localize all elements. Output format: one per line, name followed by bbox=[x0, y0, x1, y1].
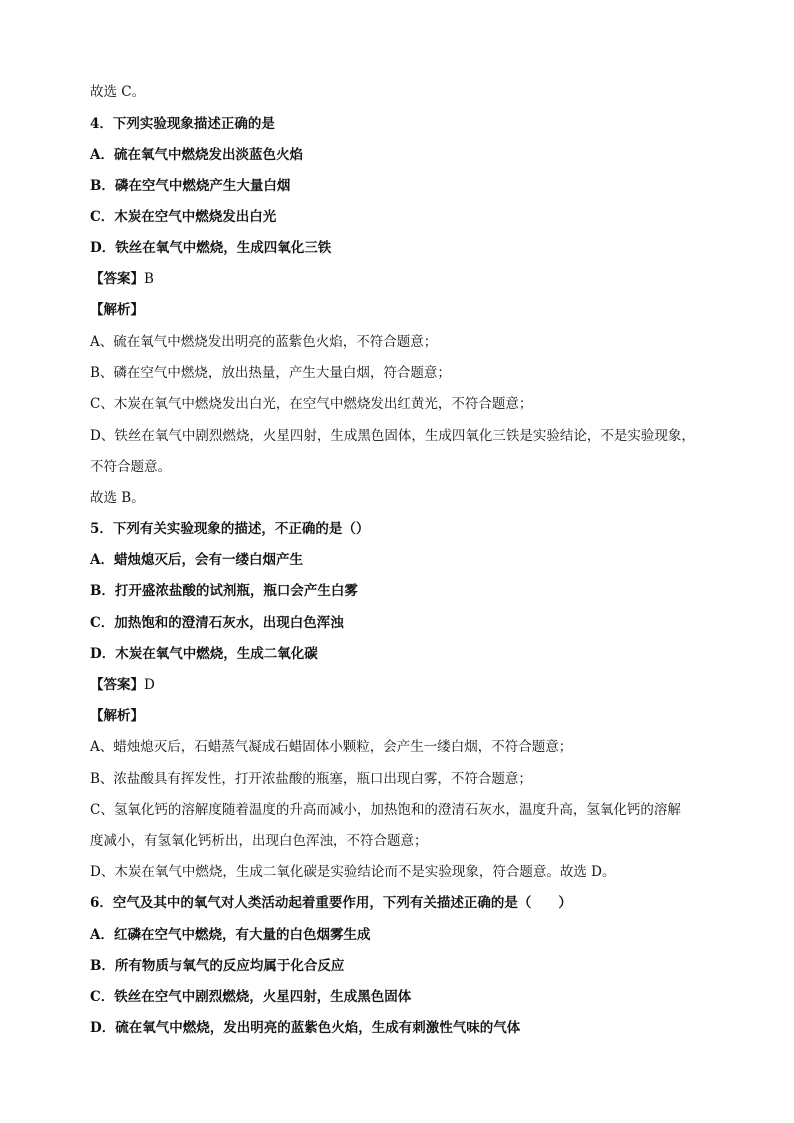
text-line: 故选 B。 bbox=[90, 490, 145, 506]
analysis-line: C、木炭在氧气中燃烧发出白光，在空气中燃烧发出红黄光，不符合题意； bbox=[90, 396, 533, 412]
analysis-line: B、磷在空气中燃烧，放出热量，产生大量白烟，符合题意； bbox=[90, 365, 451, 381]
question-4-option-c: C．木炭在空气中燃烧发出白光 bbox=[90, 209, 277, 225]
answer-line: 【答案】D bbox=[90, 677, 155, 693]
analysis-line: 度减小，有氢氧化钙析出，出现白色浑浊，不符合题意； bbox=[90, 833, 428, 849]
analysis-line: D、铁丝在氧气中剧烈燃烧，火星四射，生成黑色固体，生成四氧化三铁是实验结论，不是实验现象， bbox=[90, 428, 695, 444]
analysis-line: 不符合题意。 bbox=[90, 459, 171, 475]
analysis-line: D、木炭在氧气中燃烧，生成二氧化碳是实验结论而不是实验现象，符合题意。故选 D。 bbox=[90, 864, 616, 880]
question-5-option-b: B．打开盛浓盐酸的试剂瓶，瓶口会产生白雾 bbox=[90, 583, 358, 599]
analysis-line: A、蜡烛熄灭后，石蜡蒸气凝成石蜡固体小颗粒，会产生一缕白烟，不符合题意； bbox=[90, 739, 573, 755]
question-6-option-c: C．铁丝在空气中剧烈燃烧，火星四射，生成黑色固体 bbox=[90, 989, 412, 1005]
question-6-title: 6．空气及其中的氧气对人类活动起着重要作用，下列有关描述正确的是（ ） bbox=[90, 895, 572, 911]
analysis-heading: 【解析】 bbox=[90, 302, 144, 318]
question-4-option-d: D．铁丝在氧气中燃烧，生成四氧化三铁 bbox=[90, 240, 332, 256]
question-5-option-c: C．加热饱和的澄清石灰水，出现白色浑浊 bbox=[90, 615, 344, 631]
question-5-option-a: A．蜡烛熄灭后，会有一缕白烟产生 bbox=[90, 552, 303, 568]
text-line: 故选 C。 bbox=[90, 84, 146, 100]
question-6-option-a: A．红磷在空气中燃烧，有大量的白色烟雾生成 bbox=[90, 927, 371, 943]
analysis-line: B、浓盐酸具有挥发性，打开浓盐酸的瓶塞，瓶口出现白雾，不符合题意； bbox=[90, 771, 532, 787]
analysis-line: C、氢氧化钙的溶解度随着温度的升高而减小，加热饱和的澄清石灰水，温度升高，氢氧化钙的溶解 bbox=[90, 802, 681, 818]
analysis-line: A、硫在氧气中燃烧发出明亮的蓝紫色火焰，不符合题意； bbox=[90, 334, 438, 350]
question-6-option-b: B．所有物质与氧气的反应均属于化合反应 bbox=[90, 958, 345, 974]
answer-line: 【答案】B bbox=[90, 271, 154, 287]
question-5-title: 5．下列有关实验现象的描述，不正确的是（） bbox=[90, 521, 370, 537]
question-5-option-d: D．木炭在氧气中燃烧，生成二氧化碳 bbox=[90, 646, 318, 662]
question-4-option-b: B．磷在空气中燃烧产生大量白烟 bbox=[90, 178, 291, 194]
analysis-heading: 【解析】 bbox=[90, 708, 144, 724]
question-4-title: 4．下列实验现象描述正确的是 bbox=[90, 116, 275, 132]
question-6-option-d: D．硫在氧气中燃烧，发出明亮的蓝紫色火焰，生成有刺激性气味的气体 bbox=[90, 1020, 521, 1036]
question-4-option-a: A．硫在氧气中燃烧发出淡蓝色火焰 bbox=[90, 147, 303, 163]
